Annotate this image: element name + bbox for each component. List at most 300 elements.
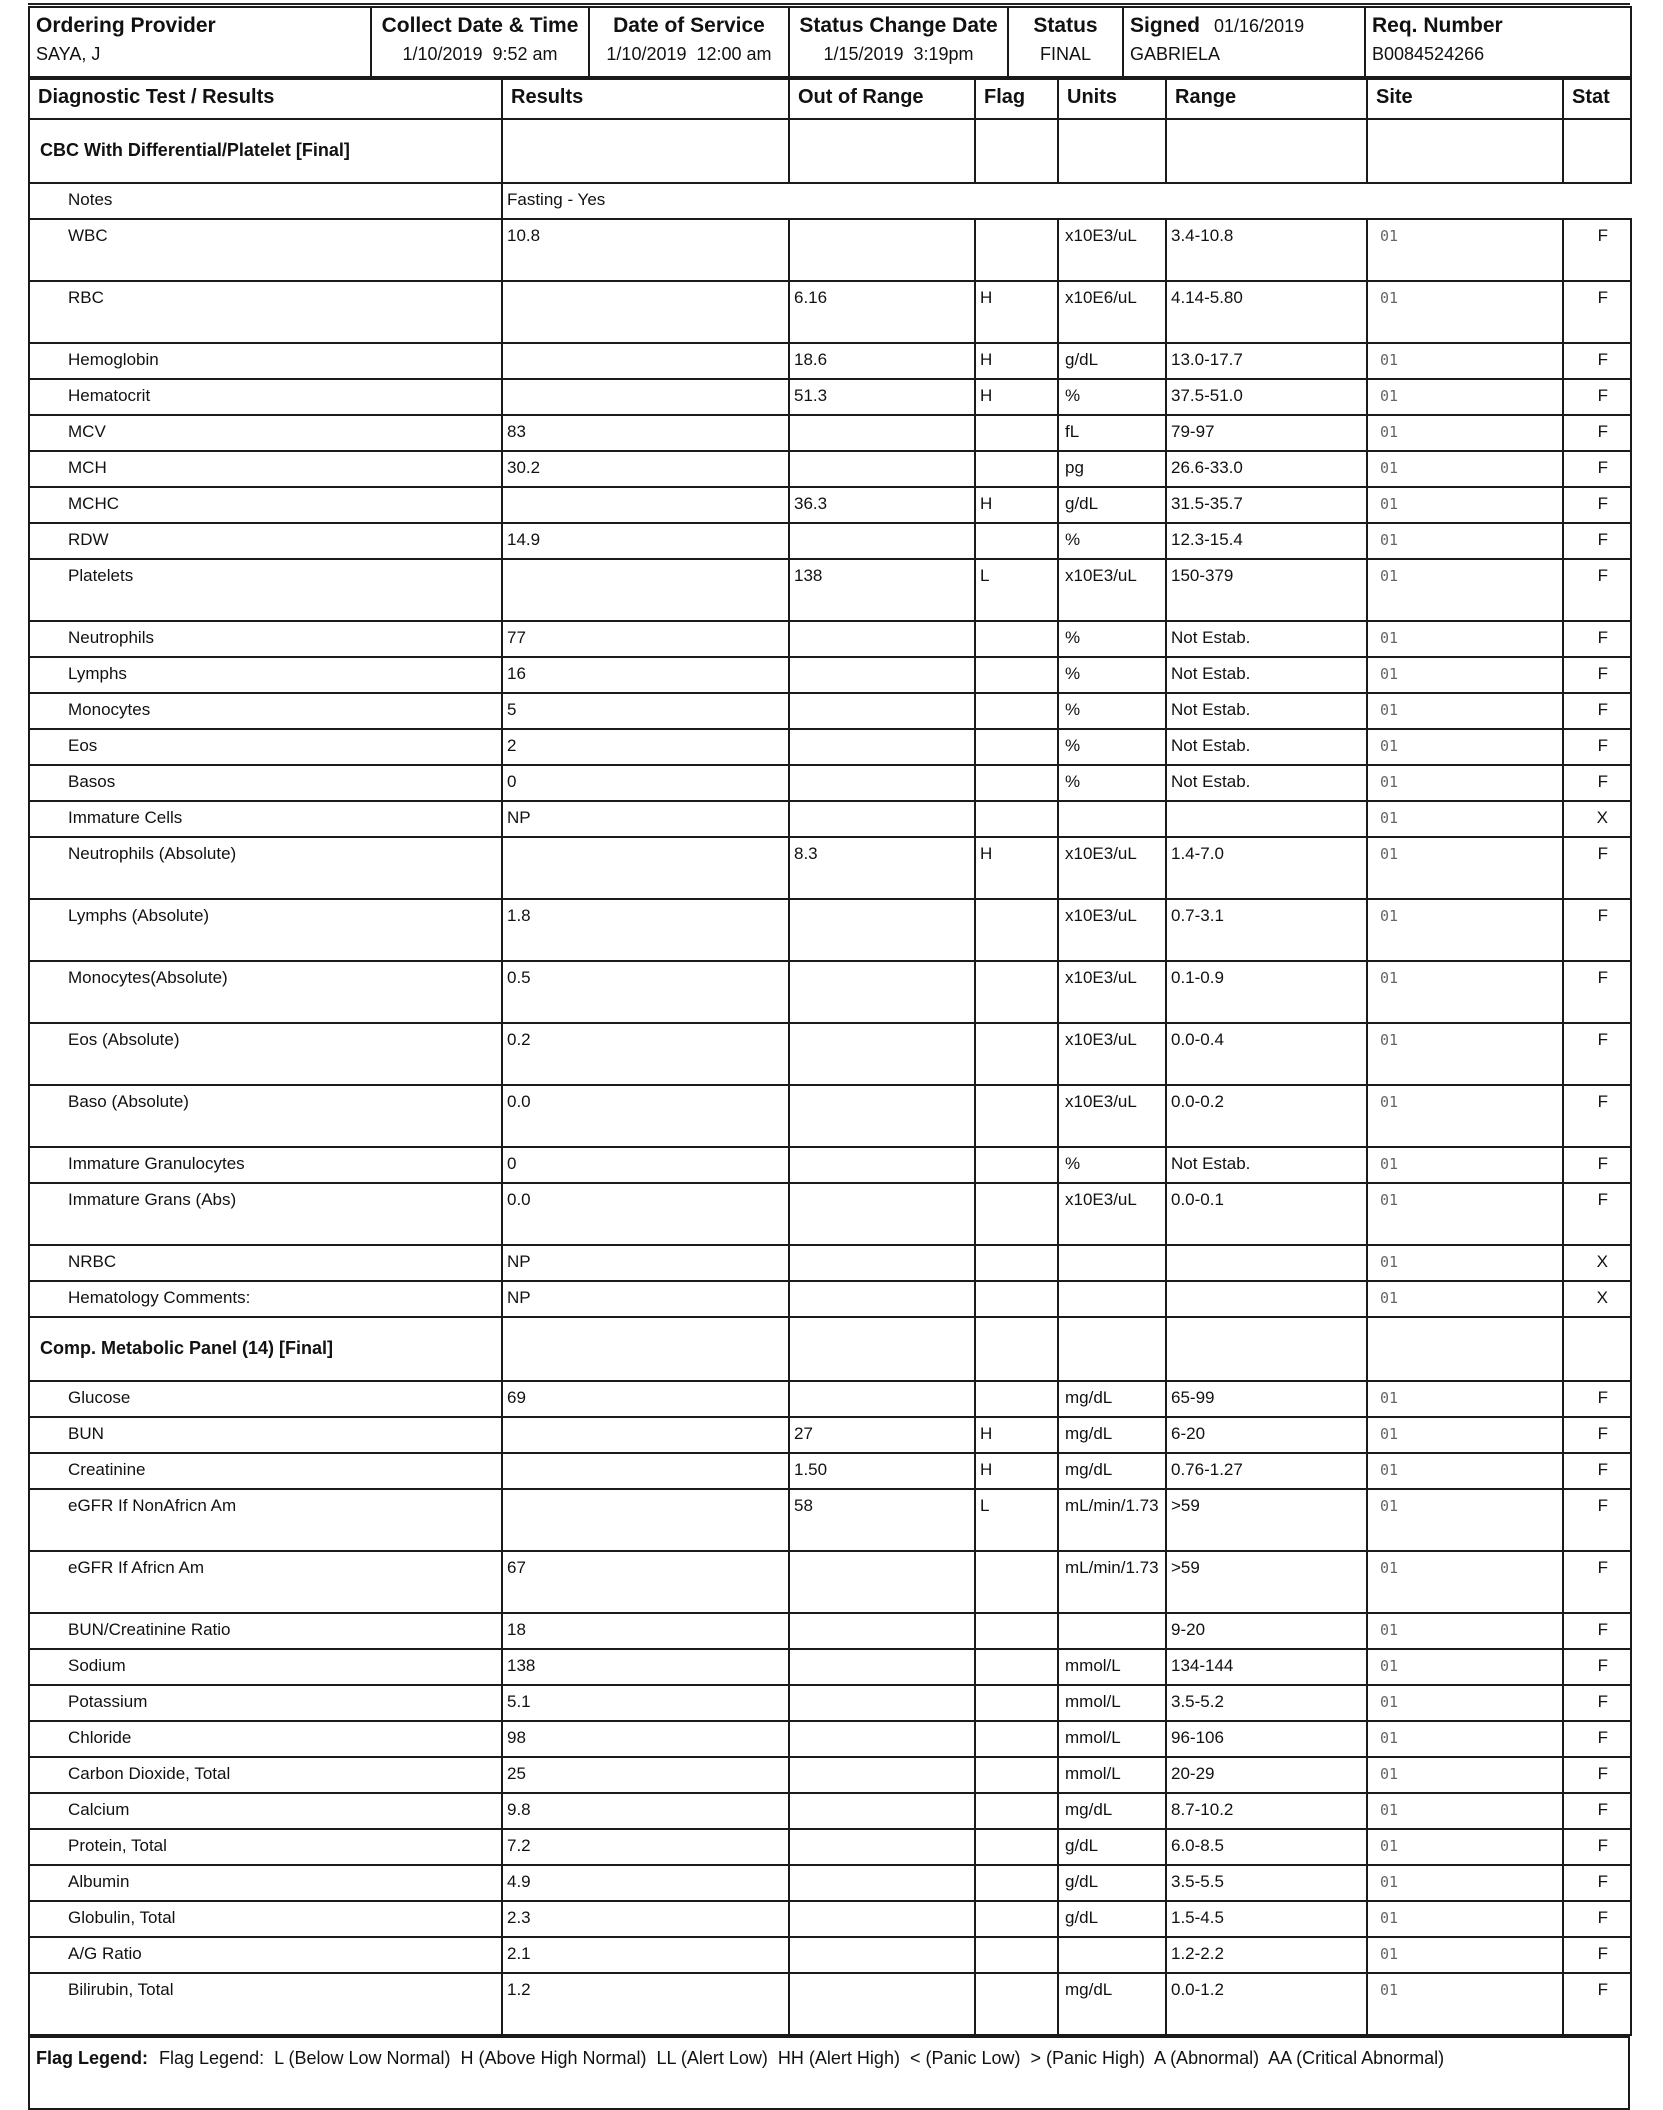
result-value: 98: [502, 1721, 789, 1757]
flag-value: [975, 1757, 1058, 1793]
table-row: [29, 1937, 1631, 1973]
result-value: 0: [502, 1147, 789, 1183]
reference-range: 26.6-33.0: [1166, 451, 1367, 487]
signed-date: 01/16/2019: [1214, 16, 1305, 36]
site-code: 01: [1367, 801, 1563, 837]
flag-value: H: [975, 1417, 1058, 1453]
notes-label: Notes: [29, 183, 502, 219]
result-value: 1.8: [502, 899, 789, 961]
test-name: Eos (Absolute): [29, 1023, 502, 1085]
table-row: [29, 1183, 1631, 1245]
reference-range: 0.1-0.9: [1166, 961, 1367, 1023]
result-value: [502, 343, 789, 379]
site-code: 01: [1367, 729, 1563, 765]
stat-value: F: [1563, 1829, 1631, 1865]
test-name: Carbon Dioxide, Total: [29, 1757, 502, 1793]
flag-value: [975, 1183, 1058, 1245]
stat-value: F: [1563, 281, 1631, 343]
table-row: [29, 837, 1631, 899]
out-of-range-value: [789, 899, 975, 961]
result-value: 16: [502, 657, 789, 693]
empty-cell: [1166, 119, 1367, 183]
test-name: Creatinine: [29, 1453, 502, 1489]
units-value: %: [1058, 729, 1166, 765]
units-value: %: [1058, 765, 1166, 801]
table-row: [29, 281, 1631, 343]
result-value: [502, 379, 789, 415]
flag-value: [975, 451, 1058, 487]
flag-value: [975, 1245, 1058, 1281]
reference-range: 37.5-51.0: [1166, 379, 1367, 415]
result-value: [502, 1489, 789, 1551]
reference-range: 1.2-2.2: [1166, 1937, 1367, 1973]
flag-value: [975, 1865, 1058, 1901]
empty-cell: [789, 1317, 975, 1381]
reference-range: >59: [1166, 1489, 1367, 1551]
stat-value: F: [1563, 1649, 1631, 1685]
flag-value: [975, 1793, 1058, 1829]
out-of-range-value: [789, 1829, 975, 1865]
reference-range: 1.5-4.5: [1166, 1901, 1367, 1937]
result-value: 69: [502, 1381, 789, 1417]
units-value: mg/dL: [1058, 1793, 1166, 1829]
units-value: x10E3/uL: [1058, 219, 1166, 281]
result-value: 7.2: [502, 1829, 789, 1865]
test-name: eGFR If NonAfricn Am: [29, 1489, 502, 1551]
units-value: mg/dL: [1058, 1973, 1166, 2035]
flag-value: [975, 1649, 1058, 1685]
table-row: [29, 621, 1631, 657]
stat-value: X: [1563, 1245, 1631, 1281]
reference-range: 65-99: [1166, 1381, 1367, 1417]
flag-value: [975, 1147, 1058, 1183]
out-of-range-value: [789, 1865, 975, 1901]
out-of-range-value: [789, 1901, 975, 1937]
flag-value: H: [975, 837, 1058, 899]
flag-value: [975, 621, 1058, 657]
flag-value: [975, 415, 1058, 451]
flag-value: [975, 693, 1058, 729]
stat-value: F: [1563, 1023, 1631, 1085]
out-of-range-value: [789, 801, 975, 837]
site-code: 01: [1367, 281, 1563, 343]
site-code: 01: [1367, 693, 1563, 729]
site-code: 01: [1367, 1649, 1563, 1685]
table-row: [29, 801, 1631, 837]
out-of-range-value: [789, 1757, 975, 1793]
table-row: [29, 1901, 1631, 1937]
test-name: eGFR If Africn Am: [29, 1551, 502, 1613]
units-value: x10E6/uL: [1058, 281, 1166, 343]
result-value: 0.5: [502, 961, 789, 1023]
units-value: x10E3/uL: [1058, 837, 1166, 899]
section-title-cbc: CBC With Differential/Platelet [Final]: [29, 119, 502, 183]
table-row: [29, 415, 1631, 451]
col-header-range: Range: [1166, 79, 1367, 119]
units-value: mg/dL: [1058, 1381, 1166, 1417]
table-row: [29, 1245, 1631, 1281]
site-code: 01: [1367, 1381, 1563, 1417]
test-name: Lymphs (Absolute): [29, 899, 502, 961]
test-name: MCV: [29, 415, 502, 451]
table-row: [29, 657, 1631, 693]
result-value: 30.2: [502, 451, 789, 487]
units-value: x10E3/uL: [1058, 1023, 1166, 1085]
col-header-flag: Flag: [975, 79, 1058, 119]
flag-value: [975, 1381, 1058, 1417]
stat-value: F: [1563, 837, 1631, 899]
flag-value: L: [975, 1489, 1058, 1551]
empty-cell: [1563, 1317, 1631, 1381]
date-of-service-cell: [589, 7, 789, 77]
reference-range: 1.4-7.0: [1166, 837, 1367, 899]
result-value: 4.9: [502, 1865, 789, 1901]
result-value: NP: [502, 1281, 789, 1317]
test-name: Hematocrit: [29, 379, 502, 415]
stat-value: F: [1563, 899, 1631, 961]
units-value: [1058, 1281, 1166, 1317]
result-value: [502, 1417, 789, 1453]
flag-value: [975, 961, 1058, 1023]
flag-value: [975, 1973, 1058, 2035]
flag-value: [975, 729, 1058, 765]
stat-value: F: [1563, 1685, 1631, 1721]
result-value: 2: [502, 729, 789, 765]
site-code: 01: [1367, 1937, 1563, 1973]
table-row: [29, 1649, 1631, 1685]
reference-range: Not Estab.: [1166, 729, 1367, 765]
reference-range: 79-97: [1166, 415, 1367, 451]
result-value: 5.1: [502, 1685, 789, 1721]
test-name: Immature Grans (Abs): [29, 1183, 502, 1245]
notes-row: [29, 183, 1631, 219]
signed-cell: [1123, 7, 1365, 77]
site-code: 01: [1367, 765, 1563, 801]
table-row: [29, 343, 1631, 379]
flag-value: H: [975, 487, 1058, 523]
site-code: 01: [1367, 657, 1563, 693]
reference-range: 0.0-1.2: [1166, 1973, 1367, 2035]
stat-value: F: [1563, 1973, 1631, 2035]
report-header: [28, 6, 1632, 78]
stat-value: F: [1563, 343, 1631, 379]
units-value: mmol/L: [1058, 1649, 1166, 1685]
reference-range: 3.5-5.5: [1166, 1865, 1367, 1901]
empty-cell: [975, 1317, 1058, 1381]
test-name: Glucose: [29, 1381, 502, 1417]
result-value: 2.3: [502, 1901, 789, 1937]
reference-range: 0.0-0.1: [1166, 1183, 1367, 1245]
result-value: [502, 837, 789, 899]
empty-cell: [1563, 119, 1631, 183]
table-row: [29, 1417, 1631, 1453]
flag-value: [975, 1829, 1058, 1865]
reference-range: 134-144: [1166, 1649, 1367, 1685]
flag-value: H: [975, 281, 1058, 343]
result-value: 25: [502, 1757, 789, 1793]
result-value: 9.8: [502, 1793, 789, 1829]
test-name: WBC: [29, 219, 502, 281]
status-cell: [1008, 7, 1123, 77]
out-of-range-value: [789, 1793, 975, 1829]
units-value: x10E3/uL: [1058, 1085, 1166, 1147]
units-value: mmol/L: [1058, 1685, 1166, 1721]
flag-value: [975, 1721, 1058, 1757]
ordering-provider-cell: [29, 7, 371, 77]
flag-value: [975, 899, 1058, 961]
test-name: Sodium: [29, 1649, 502, 1685]
table-row: [29, 1489, 1631, 1551]
site-code: 01: [1367, 1417, 1563, 1453]
collect-date-value: 1/10/2019 9:52 am: [402, 44, 558, 64]
stat-value: F: [1563, 729, 1631, 765]
test-name: Chloride: [29, 1721, 502, 1757]
table-row: [29, 1721, 1631, 1757]
test-name: Hemoglobin: [29, 343, 502, 379]
table-row: [29, 1085, 1631, 1147]
units-value: mg/dL: [1058, 1453, 1166, 1489]
site-code: 01: [1367, 379, 1563, 415]
units-value: %: [1058, 523, 1166, 559]
stat-value: F: [1563, 451, 1631, 487]
ordering-provider-value: SAYA, J: [36, 44, 101, 64]
reference-range: 8.7-10.2: [1166, 1793, 1367, 1829]
out-of-range-value: [789, 729, 975, 765]
table-row: [29, 1453, 1631, 1489]
flag-value: [975, 1613, 1058, 1649]
empty-cell: [1367, 1317, 1563, 1381]
test-name: Baso (Absolute): [29, 1085, 502, 1147]
out-of-range-value: 138: [789, 559, 975, 621]
status-label: Status: [1033, 14, 1098, 37]
units-value: [1058, 1613, 1166, 1649]
result-value: 0.2: [502, 1023, 789, 1085]
table-row: [29, 1281, 1631, 1317]
units-value: %: [1058, 657, 1166, 693]
out-of-range-value: [789, 621, 975, 657]
site-code: 01: [1367, 1793, 1563, 1829]
empty-cell: [1367, 119, 1563, 183]
units-value: [1058, 801, 1166, 837]
units-value: g/dL: [1058, 1829, 1166, 1865]
test-name: RDW: [29, 523, 502, 559]
empty-cell: [789, 119, 975, 183]
reference-range: 9-20: [1166, 1613, 1367, 1649]
out-of-range-value: [789, 1649, 975, 1685]
table-row: [29, 693, 1631, 729]
test-name: MCHC: [29, 487, 502, 523]
out-of-range-value: [789, 1147, 975, 1183]
site-code: 01: [1367, 621, 1563, 657]
col-header-test: Diagnostic Test / Results: [29, 79, 502, 119]
site-code: 01: [1367, 1085, 1563, 1147]
test-name: MCH: [29, 451, 502, 487]
reference-range: 0.76-1.27: [1166, 1453, 1367, 1489]
site-code: 01: [1367, 837, 1563, 899]
site-code: 01: [1367, 1829, 1563, 1865]
out-of-range-value: 6.16: [789, 281, 975, 343]
out-of-range-value: [789, 1023, 975, 1085]
stat-value: F: [1563, 1453, 1631, 1489]
status-change-cell: [789, 7, 1008, 77]
units-value: %: [1058, 621, 1166, 657]
out-of-range-value: [789, 451, 975, 487]
date-of-service-label: Date of Service: [613, 14, 765, 37]
result-value: 0.0: [502, 1183, 789, 1245]
site-code: 01: [1367, 1183, 1563, 1245]
result-value: 5: [502, 693, 789, 729]
out-of-range-value: [789, 415, 975, 451]
results-body: [29, 119, 1631, 2035]
site-code: 01: [1367, 1973, 1563, 2035]
stat-value: F: [1563, 523, 1631, 559]
table-row: [29, 1023, 1631, 1085]
out-of-range-value: 58: [789, 1489, 975, 1551]
flag-value: [975, 801, 1058, 837]
stat-value: F: [1563, 1613, 1631, 1649]
result-value: 77: [502, 621, 789, 657]
flag-value: H: [975, 343, 1058, 379]
stat-value: F: [1563, 1793, 1631, 1829]
out-of-range-value: 1.50: [789, 1453, 975, 1489]
flag-value: L: [975, 559, 1058, 621]
stat-value: F: [1563, 379, 1631, 415]
out-of-range-value: [789, 1973, 975, 2035]
table-row: [29, 1757, 1631, 1793]
result-value: 18: [502, 1613, 789, 1649]
top-rule: [28, 3, 1630, 5]
reference-range: 13.0-17.7: [1166, 343, 1367, 379]
reference-range: Not Estab.: [1166, 693, 1367, 729]
flag-value: [975, 1281, 1058, 1317]
stat-value: F: [1563, 1381, 1631, 1417]
flag-legend-cell: [29, 2037, 1629, 2109]
empty-cell: [1058, 119, 1166, 183]
result-value: NP: [502, 1245, 789, 1281]
table-row: [29, 1613, 1631, 1649]
stat-value: F: [1563, 1489, 1631, 1551]
units-value: %: [1058, 1147, 1166, 1183]
table-row: [29, 729, 1631, 765]
out-of-range-value: [789, 765, 975, 801]
result-value: 14.9: [502, 523, 789, 559]
result-value: 0: [502, 765, 789, 801]
table-row: [29, 523, 1631, 559]
units-value: g/dL: [1058, 343, 1166, 379]
flag-value: [975, 1937, 1058, 1973]
test-name: Immature Granulocytes: [29, 1147, 502, 1183]
site-code: 01: [1367, 961, 1563, 1023]
reference-range: 6-20: [1166, 1417, 1367, 1453]
test-name: Monocytes(Absolute): [29, 961, 502, 1023]
reference-range: 0.7-3.1: [1166, 899, 1367, 961]
units-value: x10E3/uL: [1058, 559, 1166, 621]
flag-legend: [28, 2036, 1630, 2110]
units-value: x10E3/uL: [1058, 899, 1166, 961]
out-of-range-value: 27: [789, 1417, 975, 1453]
result-value: [502, 281, 789, 343]
test-name: BUN: [29, 1417, 502, 1453]
reference-range: 4.14-5.80: [1166, 281, 1367, 343]
units-value: mL/min/1.73: [1058, 1551, 1166, 1613]
units-value: g/dL: [1058, 487, 1166, 523]
result-value: 1.2: [502, 1973, 789, 2035]
test-name: Eos: [29, 729, 502, 765]
out-of-range-value: 51.3: [789, 379, 975, 415]
test-name: Protein, Total: [29, 1829, 502, 1865]
collect-date-cell: [371, 7, 589, 77]
table-row: [29, 451, 1631, 487]
flag-value: [975, 1901, 1058, 1937]
test-name: Basos: [29, 765, 502, 801]
section-header-cbc: [29, 119, 1631, 183]
result-value: 67: [502, 1551, 789, 1613]
units-value: mmol/L: [1058, 1757, 1166, 1793]
flag-value: [975, 219, 1058, 281]
result-value: 2.1: [502, 1937, 789, 1973]
out-of-range-value: [789, 1721, 975, 1757]
table-row: [29, 559, 1631, 621]
site-code: 01: [1367, 1023, 1563, 1085]
out-of-range-value: 8.3: [789, 837, 975, 899]
empty-cell: [1166, 1317, 1367, 1381]
out-of-range-value: [789, 1183, 975, 1245]
reference-range: 12.3-15.4: [1166, 523, 1367, 559]
stat-value: F: [1563, 1721, 1631, 1757]
site-code: 01: [1367, 559, 1563, 621]
flag-value: [975, 765, 1058, 801]
stat-value: F: [1563, 559, 1631, 621]
table-row: [29, 379, 1631, 415]
table-row: [29, 765, 1631, 801]
empty-cell: [502, 119, 789, 183]
reference-range: [1166, 1281, 1367, 1317]
flag-value: H: [975, 379, 1058, 415]
flag-value: H: [975, 1453, 1058, 1489]
col-header-stat: Stat: [1563, 79, 1631, 119]
stat-value: F: [1563, 961, 1631, 1023]
status-change-value: 1/15/2019 3:19pm: [823, 44, 974, 64]
flag-value: [975, 1685, 1058, 1721]
flag-value: [975, 1023, 1058, 1085]
test-name: Hematology Comments:: [29, 1281, 502, 1317]
out-of-range-value: [789, 1685, 975, 1721]
table-row: [29, 1973, 1631, 2035]
reference-range: Not Estab.: [1166, 657, 1367, 693]
table-row: [29, 1147, 1631, 1183]
test-name: Monocytes: [29, 693, 502, 729]
site-code: 01: [1367, 1453, 1563, 1489]
status-change-label: Status Change Date: [799, 14, 998, 37]
req-number-cell: [1365, 7, 1631, 77]
req-number-value: B0084524266: [1372, 44, 1485, 64]
test-name: NRBC: [29, 1245, 502, 1281]
test-name: Platelets: [29, 559, 502, 621]
flag-legend-label: Flag Legend:: [36, 2048, 148, 2068]
units-value: x10E3/uL: [1058, 961, 1166, 1023]
site-code: 01: [1367, 415, 1563, 451]
result-value: 10.8: [502, 219, 789, 281]
reference-range: 96-106: [1166, 1721, 1367, 1757]
site-code: 01: [1367, 451, 1563, 487]
out-of-range-value: [789, 523, 975, 559]
stat-value: F: [1563, 1085, 1631, 1147]
stat-value: F: [1563, 621, 1631, 657]
site-code: 01: [1367, 487, 1563, 523]
units-value: fL: [1058, 415, 1166, 451]
site-code: 01: [1367, 1489, 1563, 1551]
stat-value: F: [1563, 487, 1631, 523]
